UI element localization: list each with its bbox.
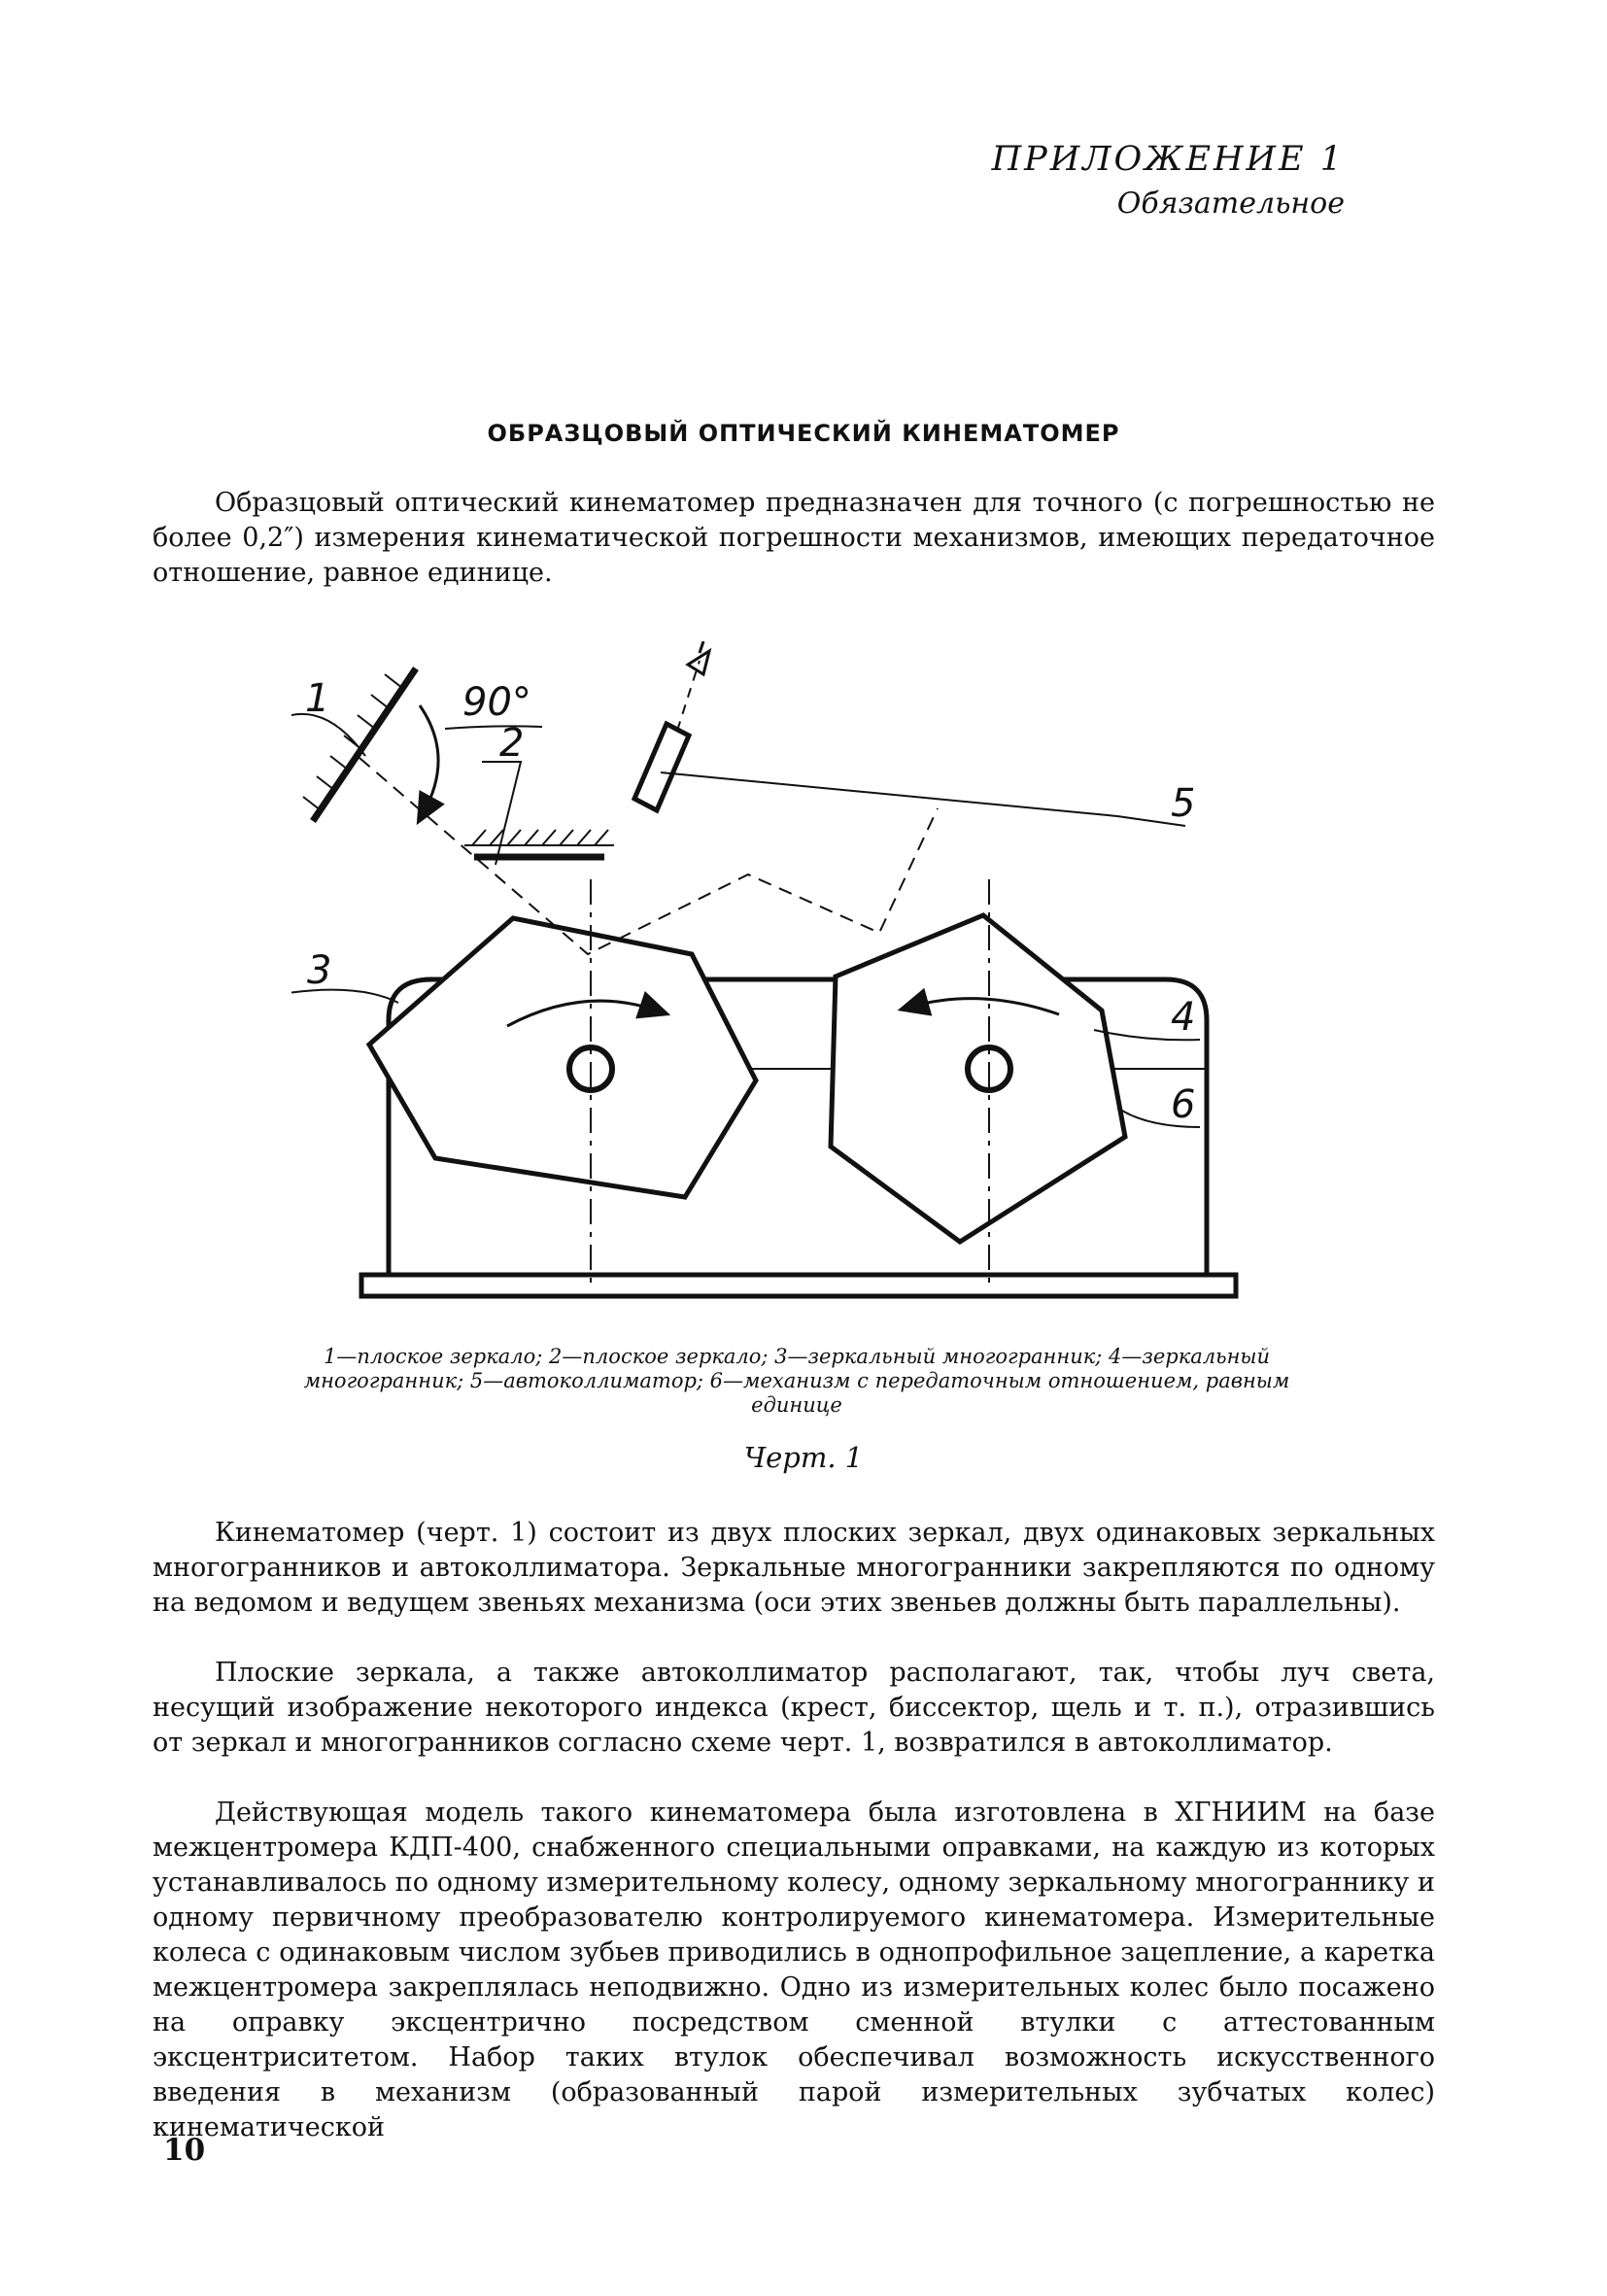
autocollimator [634, 641, 709, 810]
figure-legend: 1—плоское зеркало; 2—плоское зеркало; 3—зеркальный многогранник; 4—зеркальный многогранник; 5—автоколлиматор; 6—механизм с передаточным отношением, равным единице [303, 1345, 1290, 1417]
label-2: 2 [499, 721, 525, 766]
body-paragraph-2: Плоские зеркала, а также автоколлиматор располагают, так, чтобы луч света, несущий изображение некоторого индекса (крест, биссектор, щель и т. п.), отразившись от зеркал и многогранников согласно схеме черт. 1, возвратился в автоколлиматор. [153, 1658, 1435, 1758]
appendix-subtitle: Обязательное [1116, 187, 1345, 221]
intro-paragraph: Образцовый оптический кинематомер предназначен для точного (с погрешностью не более 0,2″) измерения кинематической погрешности механизмов, имеющих передаточное отношение, равное единице. [153, 488, 1435, 588]
mirror-polygon-left [369, 918, 756, 1197]
label-1: 1 [305, 676, 330, 721]
flat-mirror-2 [464, 830, 614, 857]
label-6: 6 [1171, 1082, 1196, 1127]
body-paragraph-3: Действующая модель такого кинематомера была изготовлена в ХГНИИМ на базе межцентромера КДП-400, снабженного специальными оправками, на каждую из которых устанавливалось по одному измерительному колесу, одному зеркальному многограннику и одному первичному преобразователю контролируемого кинематомера. Измерительные колеса с одинаковым числом зубьев приводились в однопрофильное зацепление, а каретка межцентромера закреплялась неподвижно. Одно из измерительных колес было посажено на оправку эксцентрично посредством сменной втулки с аттестованным эксцентриситетом. Набор таких втулок обеспечивал возможность искусственного введения в механизм (образованный парой измерительных зубчатых колес) кинематической [153, 1798, 1435, 2142]
appendix-title: ПРИЛОЖЕНИЕ 1 [991, 140, 1345, 179]
mirror-polygon-right [831, 915, 1125, 1242]
label-3: 3 [307, 948, 332, 993]
label-angle: 90° [462, 680, 531, 725]
base-plate [361, 1275, 1236, 1296]
body-paragraph-1: Кинематомер (черт. 1) состоит из двух плоских зеркал, двух одинаковых зеркальных многогранников и автоколлиматора. Зеркальные многогранники закрепляются по одному на ведомом и ведущем звеньях механизма (оси этих звеньев должны быть параллельны). [153, 1518, 1435, 1618]
kinematometer-diagram [291, 641, 1302, 1312]
section-heading: ОБРАЗЦОВЫЙ ОПТИЧЕСКИЙ КИНЕМАТОМЕР [487, 420, 1120, 447]
label-4: 4 [1171, 995, 1196, 1040]
figure-caption: Черт. 1 [743, 1441, 864, 1474]
label-5: 5 [1171, 781, 1196, 826]
page-number: 10 [163, 2133, 206, 2168]
appendix-header [992, 136, 1345, 225]
